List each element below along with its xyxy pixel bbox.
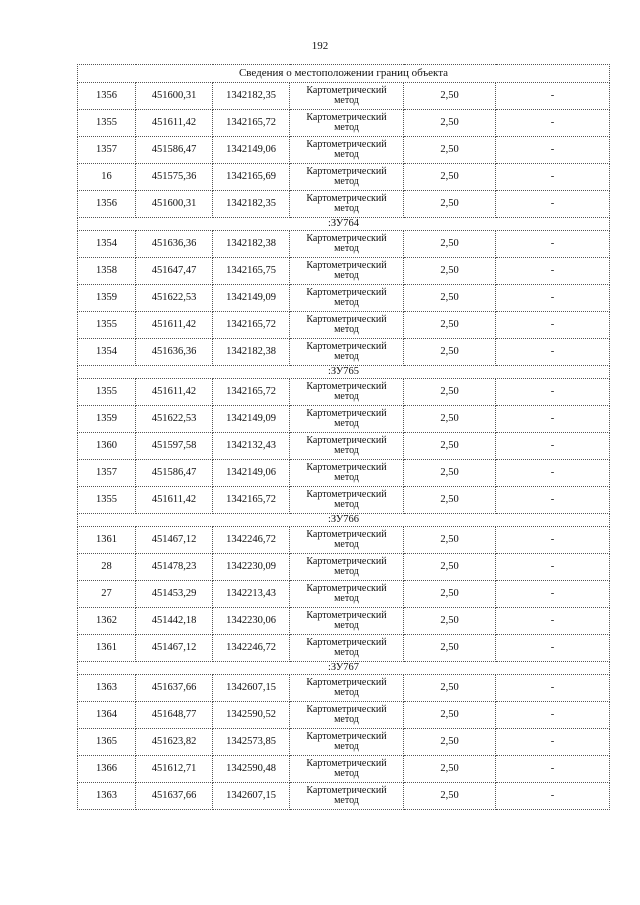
method-cell (290, 675, 404, 702)
point-number-cell: 1362 (78, 608, 136, 635)
y-coordinate-cell: 1342165,72 (213, 110, 290, 137)
note-cell: - (496, 460, 610, 487)
accuracy-cell: 2,50 (404, 635, 496, 662)
method-line-2: метод (334, 539, 359, 550)
point-number-cell: 1361 (78, 527, 136, 554)
y-coordinate-cell: 1342230,06 (213, 608, 290, 635)
table-row (78, 285, 610, 312)
note-cell: - (496, 608, 610, 635)
method-line-1: Картометрический (306, 555, 387, 567)
y-coordinate-cell: 1342165,72 (213, 487, 290, 514)
y-coordinate-cell: 1342149,06 (213, 460, 290, 487)
table-row (78, 675, 610, 702)
table-row (78, 460, 610, 487)
table-row (78, 487, 610, 514)
y-coordinate-cell: 1342590,52 (213, 702, 290, 729)
table-row (78, 527, 610, 554)
point-number-cell: 1363 (78, 783, 136, 810)
x-coordinate-cell: 451647,47 (136, 258, 213, 285)
note-cell: - (496, 702, 610, 729)
table-row (78, 608, 610, 635)
y-coordinate-cell: 1342165,72 (213, 312, 290, 339)
method-cell (290, 137, 404, 164)
method-line-2: метод (334, 418, 359, 429)
accuracy-cell: 2,50 (404, 83, 496, 110)
method-line-1: Картометрический (306, 609, 387, 621)
point-number-cell: 1358 (78, 258, 136, 285)
method-cell (290, 339, 404, 366)
note-cell: - (496, 581, 610, 608)
method-line-1: Картометрический (306, 165, 387, 177)
method-line-2: метод (334, 243, 359, 254)
method-cell (290, 729, 404, 756)
method-cell (290, 231, 404, 258)
y-coordinate-cell: 1342132,43 (213, 433, 290, 460)
section-row (78, 366, 610, 379)
accuracy-cell: 2,50 (404, 164, 496, 191)
note-cell: - (496, 110, 610, 137)
accuracy-cell: 2,50 (404, 110, 496, 137)
x-coordinate-cell: 451611,42 (136, 487, 213, 514)
y-coordinate-cell: 1342573,85 (213, 729, 290, 756)
method-line-2: метод (334, 768, 359, 779)
note-cell: - (496, 406, 610, 433)
x-coordinate-cell: 451637,66 (136, 675, 213, 702)
accuracy-cell: 2,50 (404, 729, 496, 756)
method-cell (290, 783, 404, 810)
point-number-cell: 1361 (78, 635, 136, 662)
y-coordinate-cell: 1342149,09 (213, 406, 290, 433)
x-coordinate-cell: 451597,58 (136, 433, 213, 460)
point-number-cell: 1357 (78, 460, 136, 487)
section-label: :ЗУ765 (78, 366, 610, 379)
accuracy-cell: 2,50 (404, 137, 496, 164)
method-line-2: метод (334, 324, 359, 335)
method-line-1: Картометрический (306, 259, 387, 271)
point-number-cell: 1359 (78, 406, 136, 433)
method-cell (290, 433, 404, 460)
accuracy-cell: 2,50 (404, 191, 496, 218)
table-row (78, 312, 610, 339)
y-coordinate-cell: 1342607,15 (213, 783, 290, 810)
point-number-cell: 1360 (78, 433, 136, 460)
method-line-2: метод (334, 687, 359, 698)
note-cell: - (496, 527, 610, 554)
point-number-cell: 1365 (78, 729, 136, 756)
method-cell (290, 164, 404, 191)
method-line-1: Картометрический (306, 676, 387, 688)
table-row (78, 702, 610, 729)
y-coordinate-cell: 1342182,35 (213, 191, 290, 218)
x-coordinate-cell: 451453,29 (136, 581, 213, 608)
x-coordinate-cell: 451623,82 (136, 729, 213, 756)
method-cell (290, 258, 404, 285)
accuracy-cell: 2,50 (404, 608, 496, 635)
method-line-1: Картометрический (306, 784, 387, 796)
note-cell: - (496, 433, 610, 460)
point-number-cell: 1364 (78, 702, 136, 729)
accuracy-cell: 2,50 (404, 312, 496, 339)
point-number-cell: 1356 (78, 191, 136, 218)
y-coordinate-cell: 1342165,69 (213, 164, 290, 191)
note-cell: - (496, 258, 610, 285)
method-line-2: метод (334, 741, 359, 752)
table-title-row (78, 65, 610, 83)
point-number-cell: 1363 (78, 675, 136, 702)
note-cell: - (496, 285, 610, 312)
table-row (78, 137, 610, 164)
point-number-cell: 27 (78, 581, 136, 608)
y-coordinate-cell: 1342182,38 (213, 231, 290, 258)
method-line-2: метод (334, 297, 359, 308)
x-coordinate-cell: 451600,31 (136, 191, 213, 218)
method-line-1: Картометрический (306, 703, 387, 715)
x-coordinate-cell: 451600,31 (136, 83, 213, 110)
note-cell: - (496, 379, 610, 406)
y-coordinate-cell: 1342607,15 (213, 675, 290, 702)
method-cell (290, 756, 404, 783)
method-line-1: Картометрический (306, 461, 387, 473)
x-coordinate-cell: 451586,47 (136, 137, 213, 164)
method-line-2: метод (334, 647, 359, 658)
section-row (78, 218, 610, 231)
table-row (78, 379, 610, 406)
method-line-1: Картометрический (306, 313, 387, 325)
y-coordinate-cell: 1342230,09 (213, 554, 290, 581)
x-coordinate-cell: 451442,18 (136, 608, 213, 635)
section-label: :ЗУ767 (78, 662, 610, 675)
method-line-1: Картометрический (306, 730, 387, 742)
method-line-1: Картометрический (306, 636, 387, 648)
page-number: 192 (311, 40, 329, 52)
method-line-1: Картометрический (306, 757, 387, 769)
method-line-1: Картометрический (306, 286, 387, 298)
method-line-1: Картометрический (306, 111, 387, 123)
table-row (78, 756, 610, 783)
note-cell: - (496, 339, 610, 366)
method-line-2: метод (334, 122, 359, 133)
note-cell: - (496, 312, 610, 339)
x-coordinate-cell: 451478,23 (136, 554, 213, 581)
table-row (78, 83, 610, 110)
accuracy-cell: 2,50 (404, 527, 496, 554)
method-line-1: Картометрический (306, 232, 387, 244)
point-number-cell: 1355 (78, 110, 136, 137)
method-line-1: Картометрический (306, 528, 387, 540)
method-cell (290, 285, 404, 312)
method-line-2: метод (334, 593, 359, 604)
method-cell (290, 312, 404, 339)
method-line-2: метод (334, 203, 359, 214)
boundary-coordinates-table (77, 64, 610, 810)
method-cell (290, 527, 404, 554)
y-coordinate-cell: 1342149,06 (213, 137, 290, 164)
method-line-2: метод (334, 391, 359, 402)
accuracy-cell: 2,50 (404, 285, 496, 312)
point-number-cell: 1357 (78, 137, 136, 164)
note-cell: - (496, 675, 610, 702)
x-coordinate-cell: 451611,42 (136, 110, 213, 137)
y-coordinate-cell: 1342149,09 (213, 285, 290, 312)
accuracy-cell: 2,50 (404, 231, 496, 258)
method-cell (290, 581, 404, 608)
accuracy-cell: 2,50 (404, 258, 496, 285)
table-row (78, 554, 610, 581)
method-line-1: Картометрический (306, 434, 387, 446)
table-title: Сведения о местоположении границ объекта (78, 65, 610, 83)
point-number-cell: 16 (78, 164, 136, 191)
accuracy-cell: 2,50 (404, 460, 496, 487)
x-coordinate-cell: 451612,71 (136, 756, 213, 783)
section-label: :ЗУ764 (78, 218, 610, 231)
accuracy-cell: 2,50 (404, 783, 496, 810)
method-line-2: метод (334, 499, 359, 510)
method-line-1: Картометрический (306, 84, 387, 96)
method-cell (290, 379, 404, 406)
x-coordinate-cell: 451575,36 (136, 164, 213, 191)
note-cell: - (496, 487, 610, 514)
method-line-1: Картометрический (306, 340, 387, 352)
note-cell: - (496, 137, 610, 164)
section-label: :ЗУ766 (78, 514, 610, 527)
note-cell: - (496, 756, 610, 783)
method-line-2: метод (334, 149, 359, 160)
x-coordinate-cell: 451467,12 (136, 635, 213, 662)
y-coordinate-cell: 1342246,72 (213, 527, 290, 554)
point-number-cell: 1355 (78, 379, 136, 406)
point-number-cell: 1355 (78, 312, 136, 339)
point-number-cell: 1366 (78, 756, 136, 783)
point-number-cell: 28 (78, 554, 136, 581)
table-row (78, 339, 610, 366)
note-cell: - (496, 83, 610, 110)
method-cell (290, 702, 404, 729)
method-line-1: Картометрический (306, 138, 387, 150)
section-row (78, 514, 610, 527)
method-line-1: Картометрический (306, 192, 387, 204)
x-coordinate-cell: 451622,53 (136, 406, 213, 433)
method-cell (290, 83, 404, 110)
y-coordinate-cell: 1342213,43 (213, 581, 290, 608)
method-line-2: метод (334, 620, 359, 631)
table-row (78, 258, 610, 285)
method-line-1: Картометрический (306, 582, 387, 594)
y-coordinate-cell: 1342590,48 (213, 756, 290, 783)
method-cell (290, 406, 404, 433)
note-cell: - (496, 554, 610, 581)
table-row (78, 635, 610, 662)
point-number-cell: 1355 (78, 487, 136, 514)
table-row (78, 164, 610, 191)
x-coordinate-cell: 451467,12 (136, 527, 213, 554)
method-cell (290, 191, 404, 218)
x-coordinate-cell: 451611,42 (136, 312, 213, 339)
method-cell (290, 608, 404, 635)
note-cell: - (496, 783, 610, 810)
accuracy-cell: 2,50 (404, 675, 496, 702)
note-cell: - (496, 191, 610, 218)
table-row (78, 783, 610, 810)
point-number-cell: 1359 (78, 285, 136, 312)
x-coordinate-cell: 451636,36 (136, 231, 213, 258)
method-line-2: метод (334, 445, 359, 456)
table-row (78, 191, 610, 218)
table-row (78, 581, 610, 608)
accuracy-cell: 2,50 (404, 406, 496, 433)
method-line-2: метод (334, 795, 359, 806)
y-coordinate-cell: 1342182,35 (213, 83, 290, 110)
method-cell (290, 635, 404, 662)
x-coordinate-cell: 451586,47 (136, 460, 213, 487)
note-cell: - (496, 164, 610, 191)
table-row (78, 729, 610, 756)
method-line-2: метод (334, 351, 359, 362)
section-row (78, 662, 610, 675)
method-line-2: метод (334, 95, 359, 106)
x-coordinate-cell: 451636,36 (136, 339, 213, 366)
accuracy-cell: 2,50 (404, 756, 496, 783)
y-coordinate-cell: 1342165,75 (213, 258, 290, 285)
y-coordinate-cell: 1342182,38 (213, 339, 290, 366)
accuracy-cell: 2,50 (404, 433, 496, 460)
method-cell (290, 460, 404, 487)
method-line-2: метод (334, 472, 359, 483)
table-row (78, 110, 610, 137)
accuracy-cell: 2,50 (404, 487, 496, 514)
method-cell (290, 487, 404, 514)
accuracy-cell: 2,50 (404, 554, 496, 581)
x-coordinate-cell: 451648,77 (136, 702, 213, 729)
x-coordinate-cell: 451622,53 (136, 285, 213, 312)
table-row (78, 406, 610, 433)
point-number-cell: 1354 (78, 339, 136, 366)
accuracy-cell: 2,50 (404, 702, 496, 729)
method-line-2: метод (334, 566, 359, 577)
note-cell: - (496, 729, 610, 756)
accuracy-cell: 2,50 (404, 339, 496, 366)
table-row (78, 231, 610, 258)
method-line-2: метод (334, 176, 359, 187)
point-number-cell: 1356 (78, 83, 136, 110)
y-coordinate-cell: 1342246,72 (213, 635, 290, 662)
method-cell (290, 554, 404, 581)
accuracy-cell: 2,50 (404, 581, 496, 608)
y-coordinate-cell: 1342165,72 (213, 379, 290, 406)
method-line-1: Картометрический (306, 407, 387, 419)
method-line-1: Картометрический (306, 488, 387, 500)
table-row (78, 433, 610, 460)
method-line-2: метод (334, 270, 359, 281)
point-number-cell: 1354 (78, 231, 136, 258)
note-cell: - (496, 635, 610, 662)
method-line-1: Картометрический (306, 380, 387, 392)
x-coordinate-cell: 451637,66 (136, 783, 213, 810)
method-line-2: метод (334, 714, 359, 725)
accuracy-cell: 2,50 (404, 379, 496, 406)
x-coordinate-cell: 451611,42 (136, 379, 213, 406)
note-cell: - (496, 231, 610, 258)
method-cell (290, 110, 404, 137)
